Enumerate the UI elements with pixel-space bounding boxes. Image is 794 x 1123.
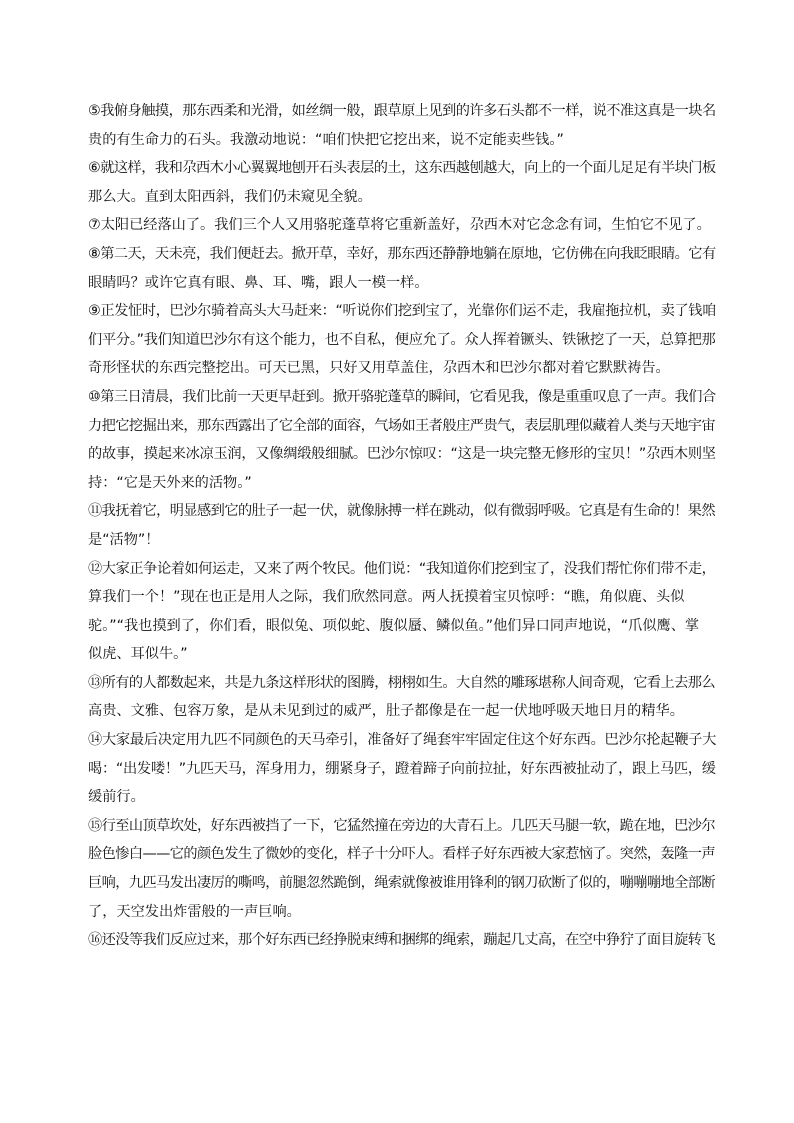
text-line: ⑥就这样，我和尕西木小心翼翼地刨开石头表层的土，这东西越刨越大，向上的一个面儿足足有半块门板 [88,160,716,177]
text-line: 巨响，九匹马发出凄厉的嘶鸣，前腿忽然跪倒，绳索就像被谁用锋利的钢刀砍断了似的，嘣嘣嘣地全部断 [88,875,716,892]
text-line: 那么大。直到太阳西斜，我们仍未窥见全貌。 [88,188,372,205]
text-line: 们平分。”我们知道巴沙尔有这个能力，也不自私，便应允了。众人挥着镢头、铁锹挖了一天，总算把那 [88,331,716,348]
text-line: ⑮行至山顶草坎处，好东西被挡了一下，它猛然撞在旁边的大青石上。几匹天马腿一软，跪在地，巴沙尔 [88,817,716,834]
text-line: 算我们一个！”现在也正是用人之际，我们欣然同意。两人抚摸着宝贝惊呼：“瞧，角似鹿、头似 [88,589,685,606]
text-line: 驼。”“我也摸到了，你们看，眼似兔、项似蛇、腹似蜃、鳞似鱼。”他们异口同声地说，“爪似鹰、掌 [88,617,700,634]
text-line: ⑤我俯身触摸，那东西柔和光滑，如丝绸一般，跟草原上见到的许多石头都不一样，说不准这真是一块名 [88,103,716,119]
text-line: 似虎、耳似牛。” [88,646,188,663]
text-line: ⑨正发怔时，巴沙尔骑着高头大马赶来：“听说你们挖到宝了，光靠你们运不走，我雇拖拉机，卖了钱咱 [88,303,716,320]
paragraph [88,154,716,211]
paragraph [88,383,716,497]
paragraph [88,240,716,297]
text-line: ⑦太阳已经落山了。我们三个人又用骆驼蓬草将它重新盖好，尕西木对它念念有词，生怕它不见了。 [88,217,711,234]
text-line: 缓前行。 [88,789,145,806]
paragraph [88,812,716,926]
text-line: ⑭大家最后决定用九匹不同颜色的天马牵引，准备好了绳套牢牢固定住这个好东西。巴沙尔抡起鞭子大 [88,732,716,749]
text-line: 眼睛吗？或许它真有眼、鼻、耳、嘴，跟人一模一样。 [88,274,429,291]
text-line: ⑩第三日清晨，我们比前一天更早赶到。掀开骆驼蓬草的瞬间，它看见我，像是重重叹息了一声。我们合 [88,388,716,405]
text-line: ⑧第二天，天未亮，我们便赶去。掀开草，幸好，那东西还静静地躺在原地，它仿佛在向我眨眼睛。它有 [88,245,716,262]
text-line: 持：“它是天外来的活物。” [88,474,252,491]
paragraph [88,726,716,812]
paragraph [88,926,716,955]
text-line: ⑬所有的人都数起来，共是九条这样形状的图腾，栩栩如生。大自然的雕琢堪称人间奇观，它看上去那么 [88,674,716,691]
paragraph [88,669,716,726]
text-line: 脸色惨白——它的颜色发生了微妙的变化，样子十分吓人。看样子好东西被大家惹恼了。突然，轰隆一声 [88,846,716,863]
paragraph [88,555,716,669]
text-line: 力把它挖掘出来，那东西露出了它全部的面容，气场如王者般庄严贵气，表层肌理似藏着人类与天地宇宙 [88,417,716,434]
text-line: 奇形怪状的东西完整挖出。可天已黑，只好又用草盖住，尕西木和巴沙尔都对着它默默祷告。 [88,360,670,377]
story-text [88,97,716,955]
paragraph [88,97,716,154]
text-line: ⑯还没等我们反应过来，那个好东西已经挣脱束缚和捆绑的绳索，蹦起几丈高，在空中狰狞了面目旋转飞 [88,932,716,949]
text-line: 高贵、文雅、包容万象，是从未见到过的威严，肚子都像是在一起一伏地呼吸天地日月的精华。 [88,703,684,720]
text-line: ⑪我抚着它，明显感到它的肚子一起一伏，就像脉搏一样在跳动，似有微弱呼吸。它真是有生命的！果然 [88,503,716,520]
text-line: ⑫大家正争论着如何运走，又来了两个牧民。他们说：“我知道你们挖到宝了，没我们帮忙你们带不走， [88,560,716,577]
paragraph [88,297,716,383]
text-line: 是“活物”！ [88,531,160,548]
text-line: 喝：“出发喽！”九匹天马，浑身用力，绷紧身子，蹬着蹄子向前拉扯，好东西被扯动了，跟上马匹，缓 [88,760,716,777]
text-line: 了，天空发出炸雷般的一声巨响。 [88,903,301,920]
paragraph [88,497,716,554]
text-line: 贵的有生命力的石头。我激动地说：“咱们快把它挖出来，说不定能卖些钱。” [88,131,564,148]
text-line: 的故事，摸起来冰凉玉润，又像绸缎般细腻。巴沙尔惊叹：“这是一块完整无修形的宝贝！”尕西木则坚 [88,446,716,463]
paragraph [88,211,716,240]
